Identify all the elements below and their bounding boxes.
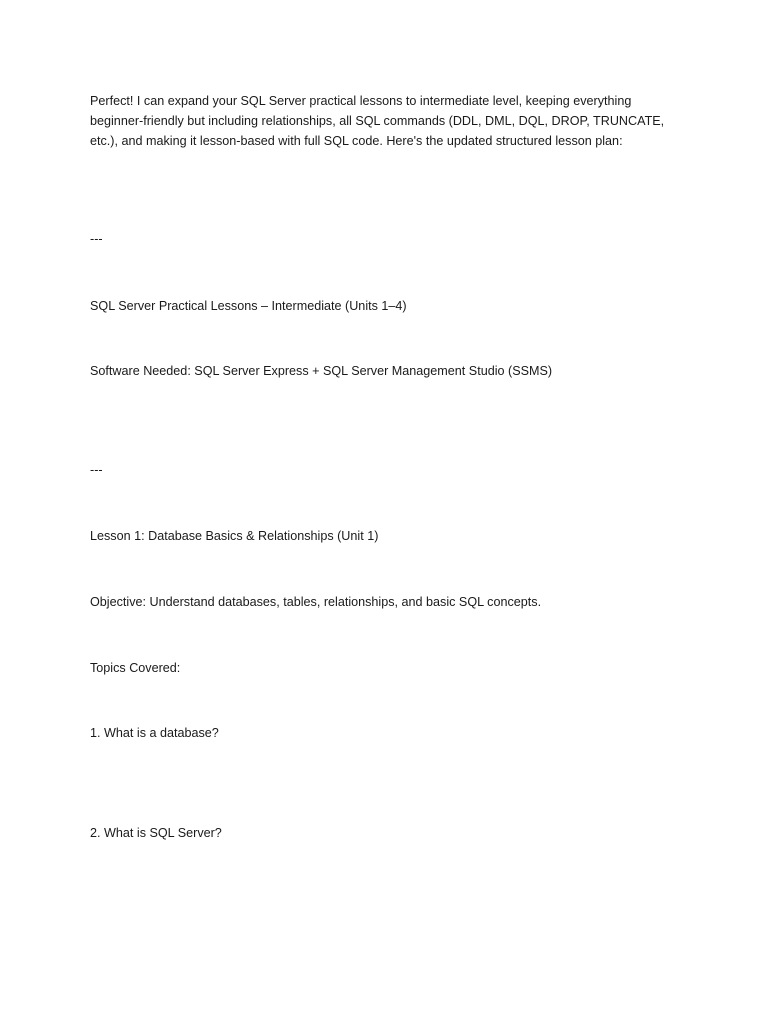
separator-line: ---: [90, 463, 103, 477]
topic-item: 1. What is a database?: [90, 726, 219, 740]
intro-paragraph: Perfect! I can expand your SQL Server practical lessons to intermediate level, keeping everything beginner-friendly but including relationships, all SQL commands (DDL, DML, DQL, DROP, TRUNCATE, etc.), and making it lesson-based with full SQL code. Here's the updated structured lesson plan:: [90, 94, 665, 148]
lesson-1-title: Lesson 1: Database Basics & Relationships (Unit 1): [90, 529, 379, 543]
course-title: SQL Server Practical Lessons – Intermediate (Units 1–4): [90, 299, 407, 313]
software-needed: Software Needed: SQL Server Express + SQL Server Management Studio (SSMS): [90, 364, 553, 378]
lesson-1-objective: Objective: Understand databases, tables, relationships, and basic SQL concepts.: [90, 595, 542, 609]
topics-heading: Topics Covered:: [90, 661, 181, 675]
topic-item: 2. What is SQL Server?: [90, 826, 222, 840]
separator-line: ---: [90, 232, 103, 246]
